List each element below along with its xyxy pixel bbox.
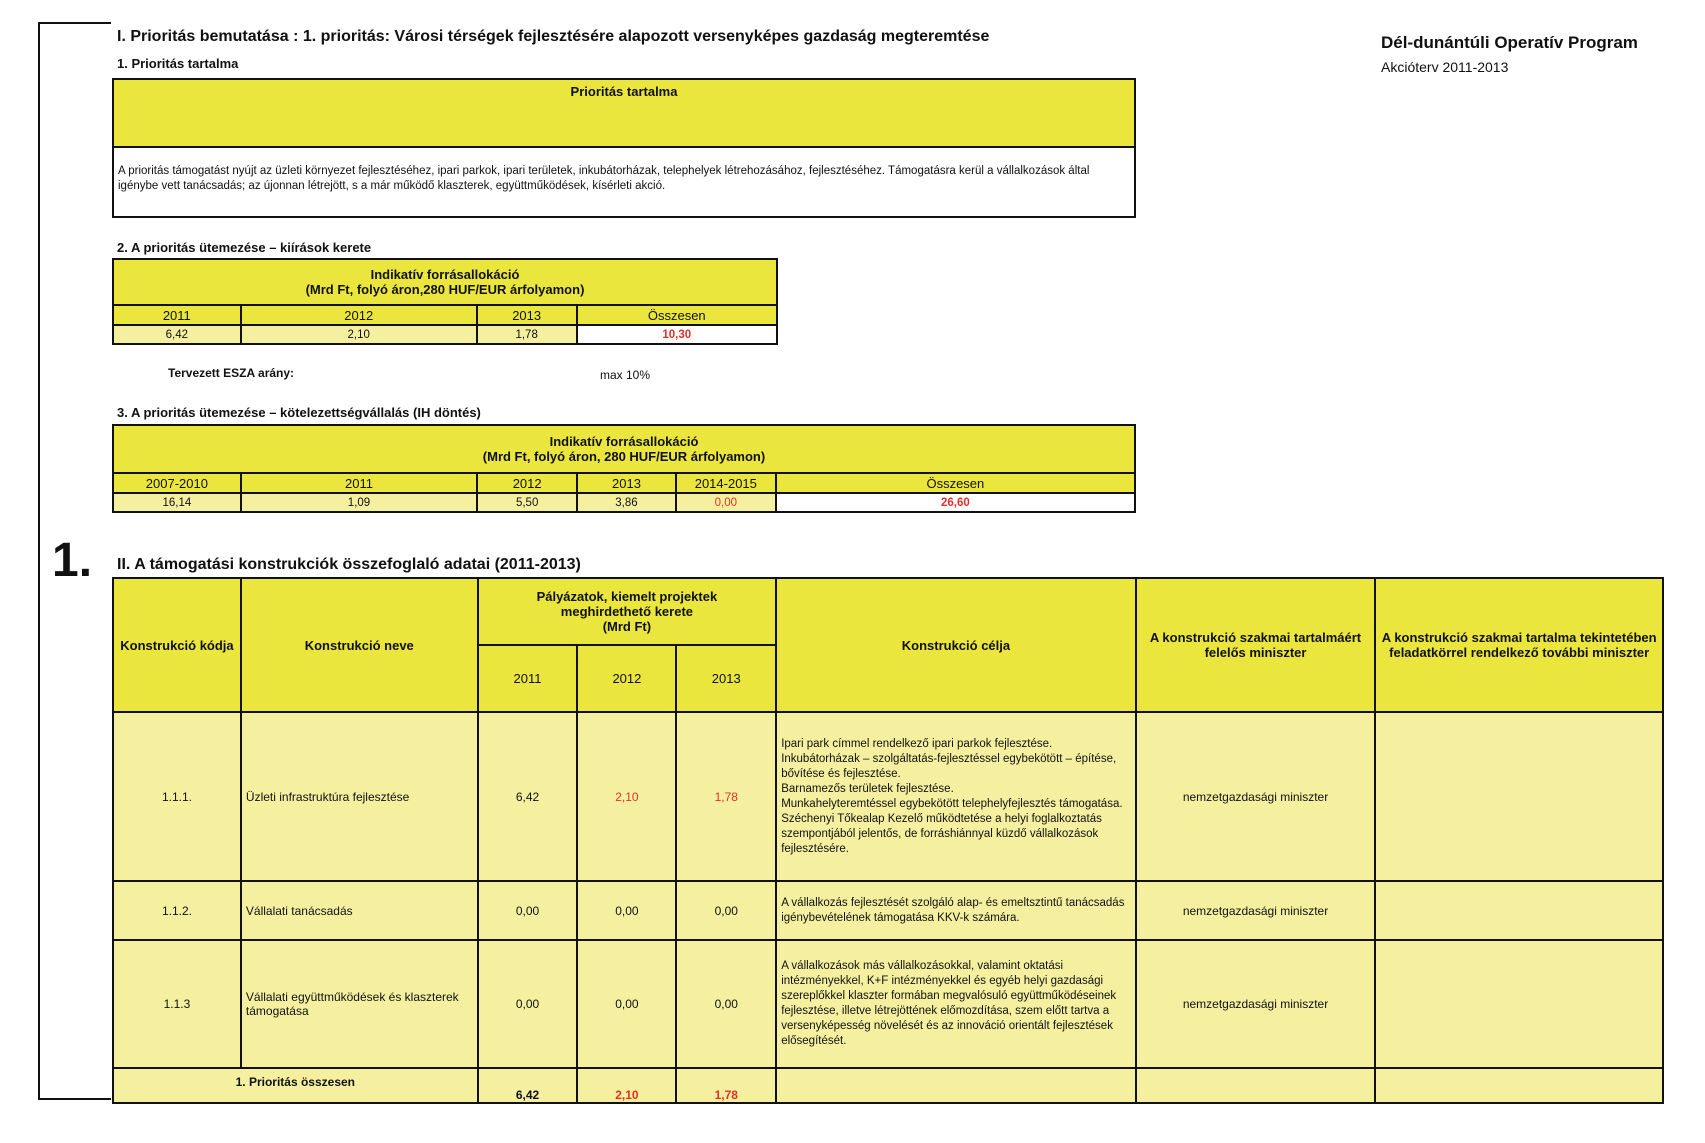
row-other-minister bbox=[1375, 712, 1663, 881]
schedule-table bbox=[112, 258, 778, 345]
row-code: 1.1.1. bbox=[113, 712, 241, 881]
schedule-title-line2: (Mrd Ft, folyó áron,280 HUF/EUR árfolyamon) bbox=[305, 282, 585, 297]
commitment-title-line1: Indikatív forrásallokáció bbox=[549, 434, 699, 449]
schedule-val-2011: 6,42 bbox=[113, 325, 241, 344]
priority-number: 1. bbox=[52, 534, 93, 587]
schedule-col-2011: 2011 bbox=[113, 305, 241, 325]
priority-content-title: Prioritás tartalma bbox=[113, 79, 1135, 147]
schedule-val-total: 10,30 bbox=[577, 325, 777, 344]
program-subtitle: Akcióterv 2011-2013 bbox=[1381, 59, 1509, 75]
row-2012: 0,00 bbox=[577, 940, 676, 1068]
commitment-col-2011: 2011 bbox=[241, 473, 477, 493]
priority-content-box bbox=[112, 78, 1136, 218]
commitment-title-line2: (Mrd Ft, folyó áron, 280 HUF/EUR árfolyamon) bbox=[482, 449, 766, 464]
row-name: Üzleti infrastruktúra fejlesztése bbox=[241, 712, 478, 881]
total-2012: 2,10 bbox=[577, 1068, 676, 1103]
header-2013: 2013 bbox=[676, 645, 776, 712]
row-other-minister bbox=[1375, 881, 1663, 940]
schedule-title-line1: Indikatív forrásallokáció bbox=[370, 267, 520, 282]
commitment-col-2007-2010: 2007-2010 bbox=[113, 473, 241, 493]
schedule-val-2013: 1,78 bbox=[477, 325, 577, 344]
row-2011: 6,42 bbox=[478, 712, 578, 881]
row-code: 1.1.2. bbox=[113, 881, 241, 940]
section2-heading: 2. A prioritás ütemezése – kiírások kerete bbox=[117, 240, 372, 255]
row-2012: 2,10 bbox=[577, 712, 676, 881]
schedule-table-title bbox=[113, 259, 777, 305]
row-minister: nemzetgazdasági miniszter bbox=[1136, 881, 1376, 940]
esza-label: Tervezett ESZA arány: bbox=[168, 366, 295, 380]
schedule-val-2012: 2,10 bbox=[241, 325, 477, 344]
header-other-minister: A konstrukció szakmai tartalma tekintetében feladatkörrel rendelkező további miniszter bbox=[1375, 578, 1663, 712]
section3-heading: 3. A prioritás ütemezése – kötelezettségvállalás (IH döntés) bbox=[117, 405, 481, 420]
row-minister: nemzetgazdasági miniszter bbox=[1136, 712, 1376, 881]
commitment-table-title bbox=[113, 425, 1135, 473]
header-goal: Konstrukció célja bbox=[776, 578, 1135, 712]
total-label: 1. Prioritás összesen bbox=[113, 1068, 478, 1103]
esza-value: max 10% bbox=[600, 368, 651, 382]
header-frame-line2: meghirdethető kerete bbox=[560, 604, 693, 619]
row-other-minister bbox=[1375, 940, 1663, 1068]
row-minister: nemzetgazdasági miniszter bbox=[1136, 940, 1376, 1068]
main-title: I. Prioritás bemutatása : 1. prioritás: Városi térségek fejlesztésére alapozott versenyképes gazdaság megteremtése bbox=[117, 28, 990, 45]
row-code: 1.1.3 bbox=[113, 940, 241, 1068]
constructions-table bbox=[112, 577, 1664, 1104]
row-2013: 0,00 bbox=[676, 881, 776, 940]
row-goal: A vállalkozások más vállalkozásokkal, valamint oktatási intézményekkel, K+F intézményekkel és egyéb helyi gazdasági szereplőkkel klaszter formában megvalósuló együttműködéseinek fejlesztése, illetve létrejöttének előmozdítása, szem előtt tartva a versenyképesség növelését és az innováció orientált fejlesztések elősegítését. bbox=[776, 940, 1135, 1068]
header-2011: 2011 bbox=[478, 645, 578, 712]
section1-heading: 1. Prioritás tartalma bbox=[117, 56, 239, 71]
commitment-col-2012: 2012 bbox=[477, 473, 577, 493]
total-minister bbox=[1136, 1068, 1376, 1103]
total-2013: 1,78 bbox=[676, 1068, 776, 1103]
schedule-col-total: Összesen bbox=[577, 305, 777, 325]
header-frame bbox=[478, 578, 777, 645]
total-2011: 6,42 bbox=[478, 1068, 578, 1103]
schedule-col-2013: 2013 bbox=[477, 305, 577, 325]
schedule-col-2012: 2012 bbox=[241, 305, 477, 325]
commitment-val-2013: 3,86 bbox=[577, 493, 676, 512]
total-other-minister bbox=[1375, 1068, 1663, 1103]
commitment-table bbox=[112, 424, 1136, 513]
row-name: Vállalati együttműködések és klaszterek támogatása bbox=[241, 940, 478, 1068]
section4-heading: II. A támogatási konstrukciók összefoglaló adatai (2011-2013) bbox=[117, 556, 581, 573]
row-2013: 1,78 bbox=[676, 712, 776, 881]
row-2012: 0,00 bbox=[577, 881, 676, 940]
table-row bbox=[113, 940, 1663, 1068]
row-goal: A vállalkozás fejlesztését szolgáló alap- és emeltsztintű tanácsadás igénybevételének támogatása KKV-k számára. bbox=[776, 881, 1135, 940]
table-row bbox=[113, 712, 1663, 881]
commitment-val-2007-2010: 16,14 bbox=[113, 493, 241, 512]
commitment-val-2011: 1,09 bbox=[241, 493, 477, 512]
row-goal: Ipari park címmel rendelkező ipari parkok fejlesztése. Inkubátorházak – szolgáltatás-fejlesztéssel egybekötött – építése, bővítése és fejlesztése. Barnamezős területek fejlesztése. Munkahelyteremtéssel egybekötött telephelyfejlesztés támogatása. Széchenyi Tőkealap Kezelő működtetése a helyi foglalkoztatás szempontjából jelentős, de forráshiánnyal küzdő vállalkozások fejlesztésére. bbox=[776, 712, 1135, 881]
priority-content-text: A prioritás támogatást nyújt az üzleti környezet fejlesztéséhez, ipari parkok, ipari területek, inkubátorházak, telephelyek létrehozásához, fejlesztéséhez. Támogatásra kerül a vállalkozások által igénybe vett tanácsadás; az újonnan létrejött, s a már működő klaszterek, együttműködések, kísérleti akció. bbox=[113, 147, 1135, 217]
commitment-val-total: 26,60 bbox=[776, 493, 1135, 512]
header-code: Konstrukció kódja bbox=[113, 578, 241, 712]
row-2011: 0,00 bbox=[478, 940, 578, 1068]
row-2013: 0,00 bbox=[676, 940, 776, 1068]
commitment-val-2014-2015: 0,00 bbox=[676, 493, 776, 512]
header-name: Konstrukció neve bbox=[241, 578, 478, 712]
total-row bbox=[113, 1068, 1663, 1103]
commitment-col-2014-2015: 2014-2015 bbox=[676, 473, 776, 493]
program-title: Dél-dunántúli Operatív Program bbox=[1381, 33, 1638, 52]
commitment-val-2012: 5,50 bbox=[477, 493, 577, 512]
commitment-col-2013: 2013 bbox=[577, 473, 676, 493]
header-frame-line1: Pályázatok, kiemelt projektek bbox=[536, 589, 718, 604]
header-frame-line3: (Mrd Ft) bbox=[602, 619, 652, 634]
header-minister: A konstrukció szakmai tartalmáért felelős miniszter bbox=[1136, 578, 1376, 712]
commitment-col-total: Összesen bbox=[776, 473, 1135, 493]
total-goal bbox=[776, 1068, 1135, 1103]
row-2011: 0,00 bbox=[478, 881, 578, 940]
row-name: Vállalati tanácsadás bbox=[241, 881, 478, 940]
table-row bbox=[113, 881, 1663, 940]
header-2012: 2012 bbox=[577, 645, 676, 712]
